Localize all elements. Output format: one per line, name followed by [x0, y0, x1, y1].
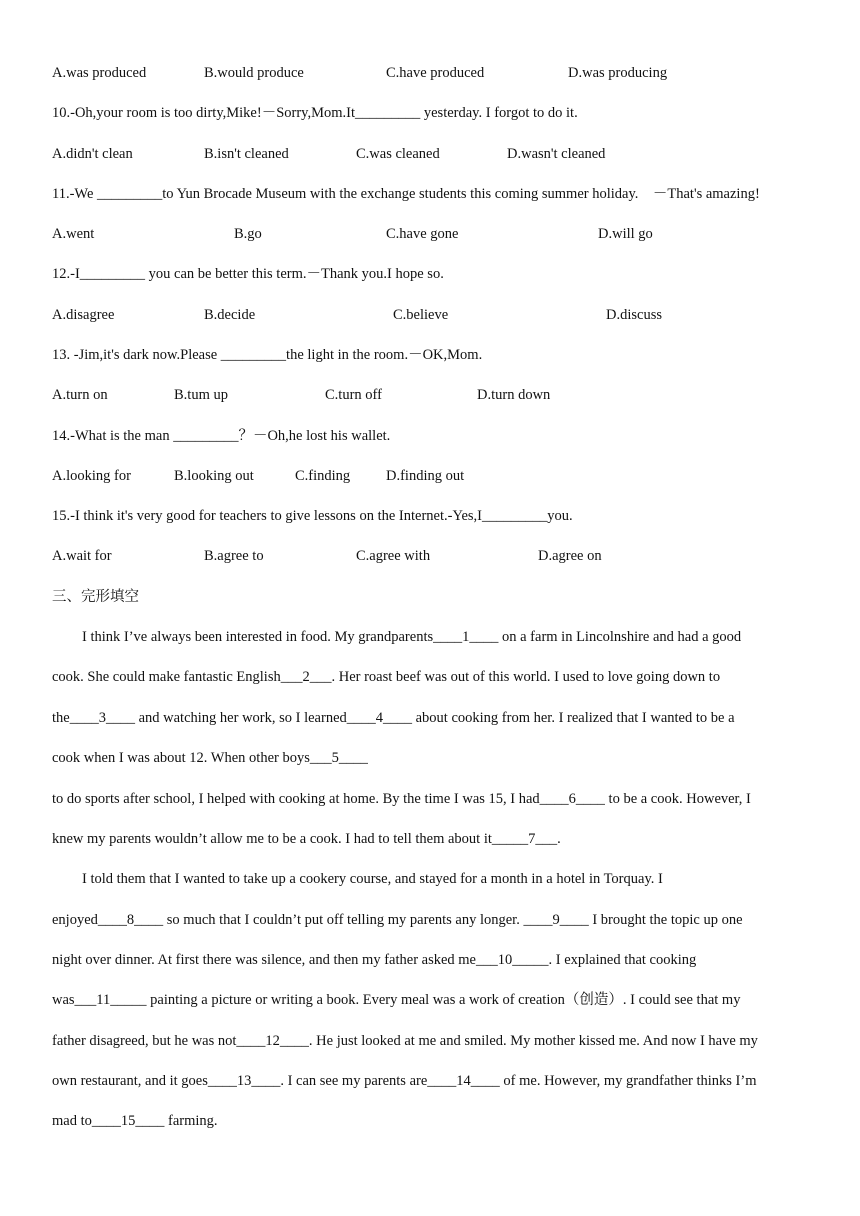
q10-option-d: D.wasn't cleaned: [507, 146, 606, 162]
passage-line: knew my parents wouldn’t allow me to be a cook. I had to tell them about it_____7___.: [52, 831, 561, 847]
q14-stem: 14.-What is the man _________？－Oh,he lost his wallet.: [52, 428, 391, 444]
passage-line: cook. She could make fantastic English___2___. Her roast beef was out of this world. I used to love going down to: [52, 669, 721, 685]
q15-stem: 15.-I think it's very good for teachers to give lessons on the Internet.-Yes,I_________you.: [52, 508, 573, 524]
q11-option-a: A.went: [52, 226, 95, 242]
passage-line: mad to____15____ farming.: [52, 1113, 218, 1129]
q11-option-c: C.have gone: [386, 226, 459, 242]
passage-line: night over dinner. At first there was silence, and then my father asked me___10_____. I explained that cooking: [52, 952, 697, 968]
q15-option-d: D.agree on: [538, 548, 602, 564]
q15-option-b: B.agree to: [204, 548, 264, 564]
q10-stem: 10.-Oh,your room is too dirty,Mike!－Sorry,Mom.It_________ yesterday. I forgot to do it.: [52, 105, 578, 121]
q9-option-a: A.was produced: [52, 65, 147, 81]
q11-option-b: B.go: [234, 226, 262, 242]
q12-option-d: D.discuss: [606, 307, 662, 323]
q10-option-c: C.was cleaned: [356, 146, 440, 162]
passage-line: I think I’ve always been interested in food. My grandparents____1____ on a farm in Lincolnshire and had a good: [82, 629, 742, 645]
q12-stem: 12.-I_________ you can be better this term.－Thank you.I hope so.: [52, 266, 444, 282]
q14-option-c: C.finding: [295, 468, 351, 484]
q11-option-d: D.will go: [598, 226, 653, 242]
passage-line: to do sports after school, I helped with cooking at home. By the time I was 15, I had____6____ to be a cook. However, I: [52, 791, 751, 807]
q14-option-d: D.finding out: [386, 468, 465, 484]
passage-line: the____3____ and watching her work, so I learned____4____ about cooking from her. I realized that I wanted to be a: [52, 710, 735, 726]
passage-line: enjoyed____8____ so much that I couldn’t put off telling my parents any longer. ____9____ I brought the topic up one: [52, 912, 743, 928]
q14-option-b: B.looking out: [174, 468, 254, 484]
q10-option-b: B.isn't cleaned: [204, 146, 289, 162]
q9-option-b: B.would produce: [204, 65, 304, 81]
q15-option-a: A.wait for: [52, 548, 112, 564]
passage-line: cook when I was about 12. When other boys___5____: [52, 750, 368, 766]
q9-option-d: D.was producing: [568, 65, 668, 81]
q13-option-c: C.turn off: [325, 387, 382, 403]
q13-option-b: B.tum up: [174, 387, 228, 403]
q10-option-a: A.didn't clean: [52, 146, 133, 162]
q12-option-b: B.decide: [204, 307, 256, 323]
q11-stem: 11.-We _________to Yun Brocade Museum with the exchange students this coming summer holiday. －That's amazing!: [52, 186, 760, 202]
q13-option-d: D.turn down: [477, 387, 551, 403]
section-title-cloze: 三、完形填空: [52, 589, 139, 605]
q13-option-a: A.turn on: [52, 387, 108, 403]
q12-option-c: C.believe: [393, 307, 449, 323]
q14-option-a: A.looking for: [52, 468, 131, 484]
passage-line: I told them that I wanted to take up a cookery course, and stayed for a month in a hotel in Torquay. I: [82, 871, 663, 887]
q12-option-a: A.disagree: [52, 307, 115, 323]
passage-line: father disagreed, but he was not____12____. He just looked at me and smiled. My mother kissed me. And now I have my: [52, 1033, 758, 1049]
q13-stem: 13. -Jim,it's dark now.Please _________the light in the room.－OK,Mom.: [52, 347, 483, 363]
q9-option-c: C.have produced: [386, 65, 485, 81]
passage-line: own restaurant, and it goes____13____. I can see my parents are____14____ of me. However, my grandfather thinks I’m: [52, 1073, 757, 1089]
passage-line: was___11_____ painting a picture or writing a book. Every meal was a work of creation（创造）. I could see that my: [52, 992, 741, 1008]
q15-option-c: C.agree with: [356, 548, 431, 564]
